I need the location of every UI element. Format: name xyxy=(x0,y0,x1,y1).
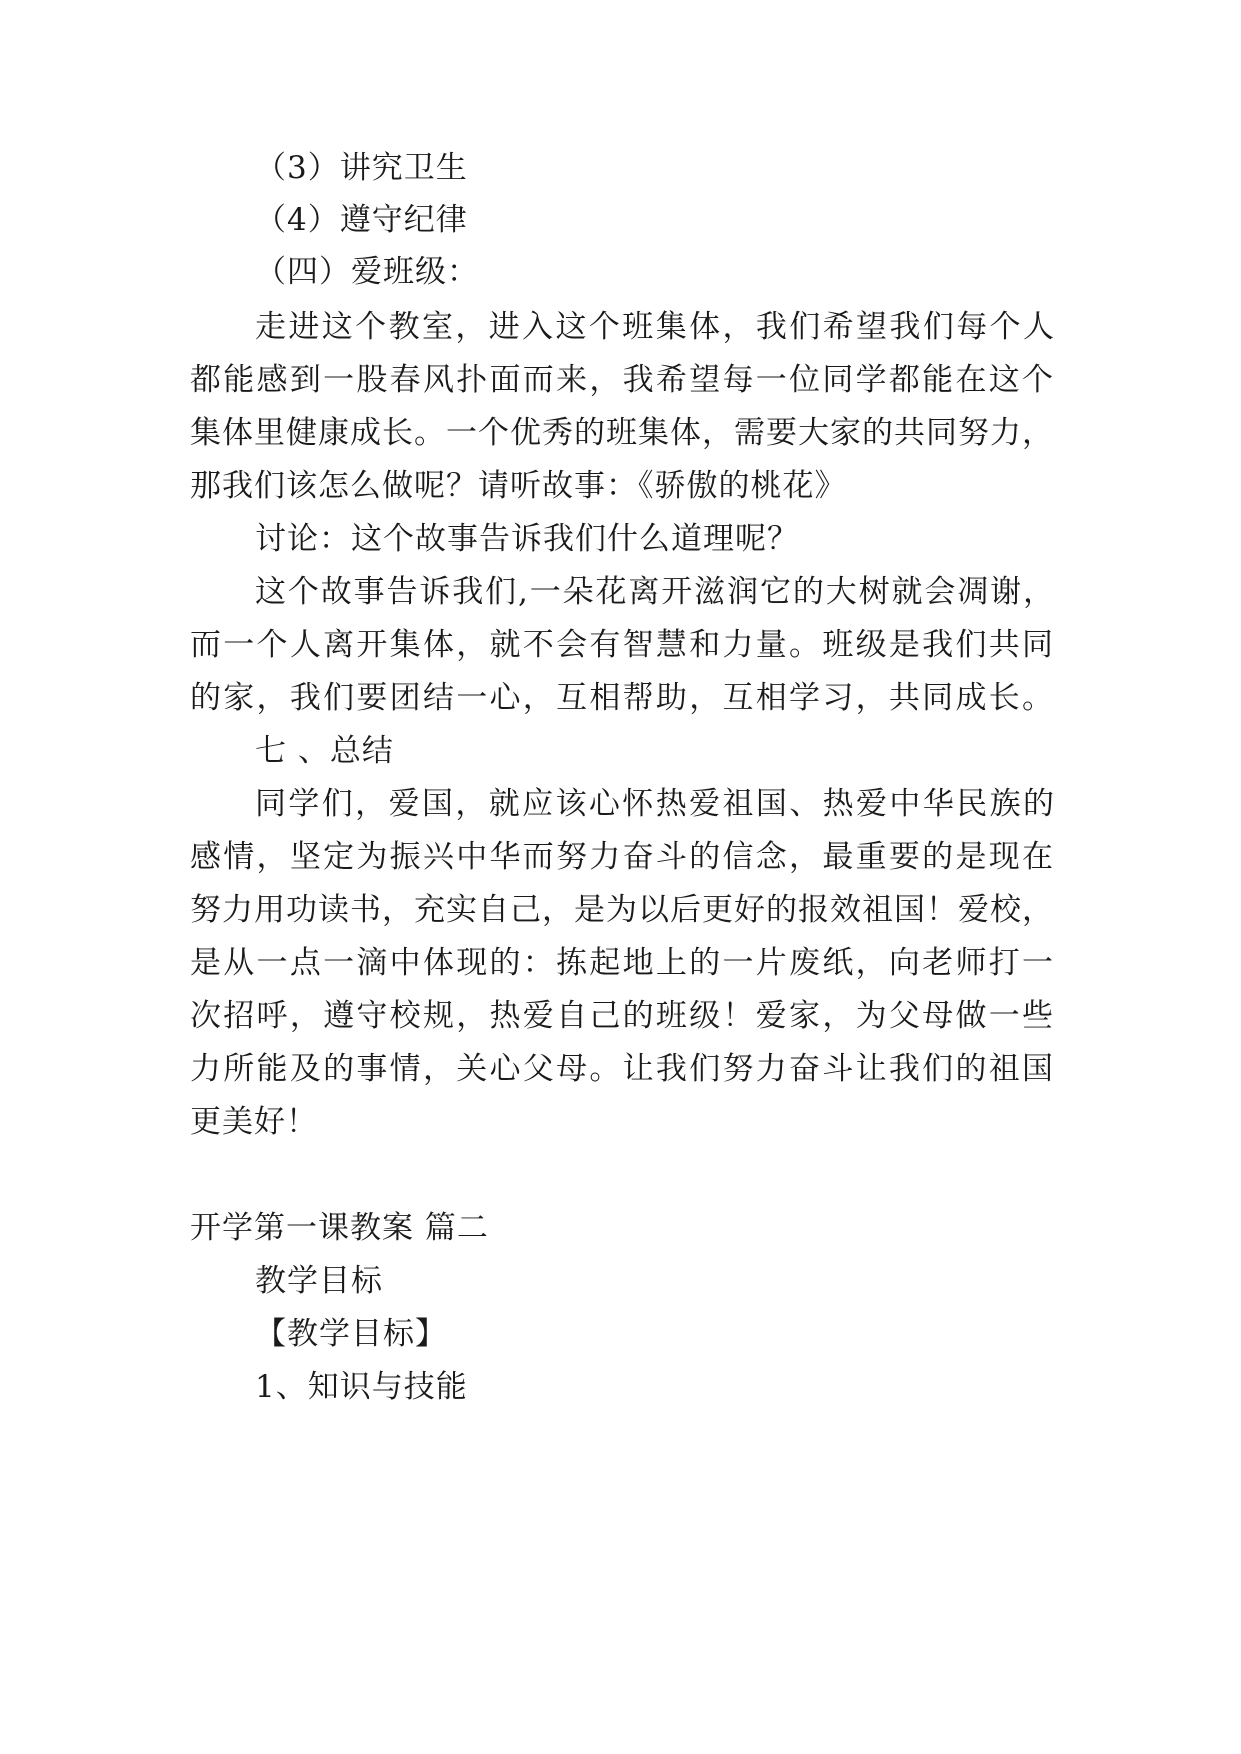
list-item-discipline: （4）遵守纪律 xyxy=(255,202,468,238)
paragraph-line: 同学们，爱国，就应该心怀热爱祖国、热爱中华民族的 xyxy=(255,786,1055,822)
section-title: 开学第一课教案 篇二 xyxy=(190,1210,489,1246)
paragraph-line: 那我们该怎么做呢？请听故事：《骄傲的桃花》 xyxy=(190,468,847,504)
paragraph-line: 努力用功读书，充实自己，是为以后更好的报效祖国！爱校， xyxy=(190,892,1054,928)
paragraph-line: 都能感到一股春风扑面而来，我希望每一位同学都能在这个 xyxy=(190,362,1054,398)
paragraph-line: 的家，我们要团结一心，互相帮助，互相学习，共同成长。 xyxy=(190,680,1054,716)
section-heading-love-class: （四）爱班级： xyxy=(255,254,479,290)
paragraph-line: 次招呼，遵守校规，热爱自己的班级！爱家，为父母做一些 xyxy=(190,998,1054,1034)
paragraph-line: 集体里健康成长。一个优秀的班集体，需要大家的共同努力， xyxy=(190,415,1054,451)
list-item-knowledge-skills: 1、知识与技能 xyxy=(255,1369,468,1405)
paragraph-line: 走进这个教室，进入这个班集体，我们希望我们每个人 xyxy=(255,309,1055,345)
list-item-hygiene: （3）讲究卫生 xyxy=(255,150,468,186)
paragraph-line: 更美好！ xyxy=(190,1104,318,1140)
discussion-line: 讨论：这个故事告诉我们什么道理呢？ xyxy=(255,521,799,557)
bracket-heading: 【教学目标】 xyxy=(255,1316,447,1352)
paragraph-line: 感情，坚定为振兴中华而努力奋斗的信念，最重要的是现在 xyxy=(190,839,1054,875)
paragraph-line: 这个故事告诉我们,一朵花离开滋润它的大树就会凋谢， xyxy=(255,574,1055,610)
subheading-teaching-goals: 教学目标 xyxy=(255,1263,383,1299)
paragraph-line: 是从一点一滴中体现的：拣起地上的一片废纸，向老师打一 xyxy=(190,945,1054,981)
paragraph-line: 力所能及的事情，关心父母。让我们努力奋斗让我们的祖国 xyxy=(190,1051,1054,1087)
paragraph-line: 而一个人离开集体，就不会有智慧和力量。班级是我们共同 xyxy=(190,627,1054,663)
summary-heading: 七 、总结 xyxy=(255,733,394,769)
